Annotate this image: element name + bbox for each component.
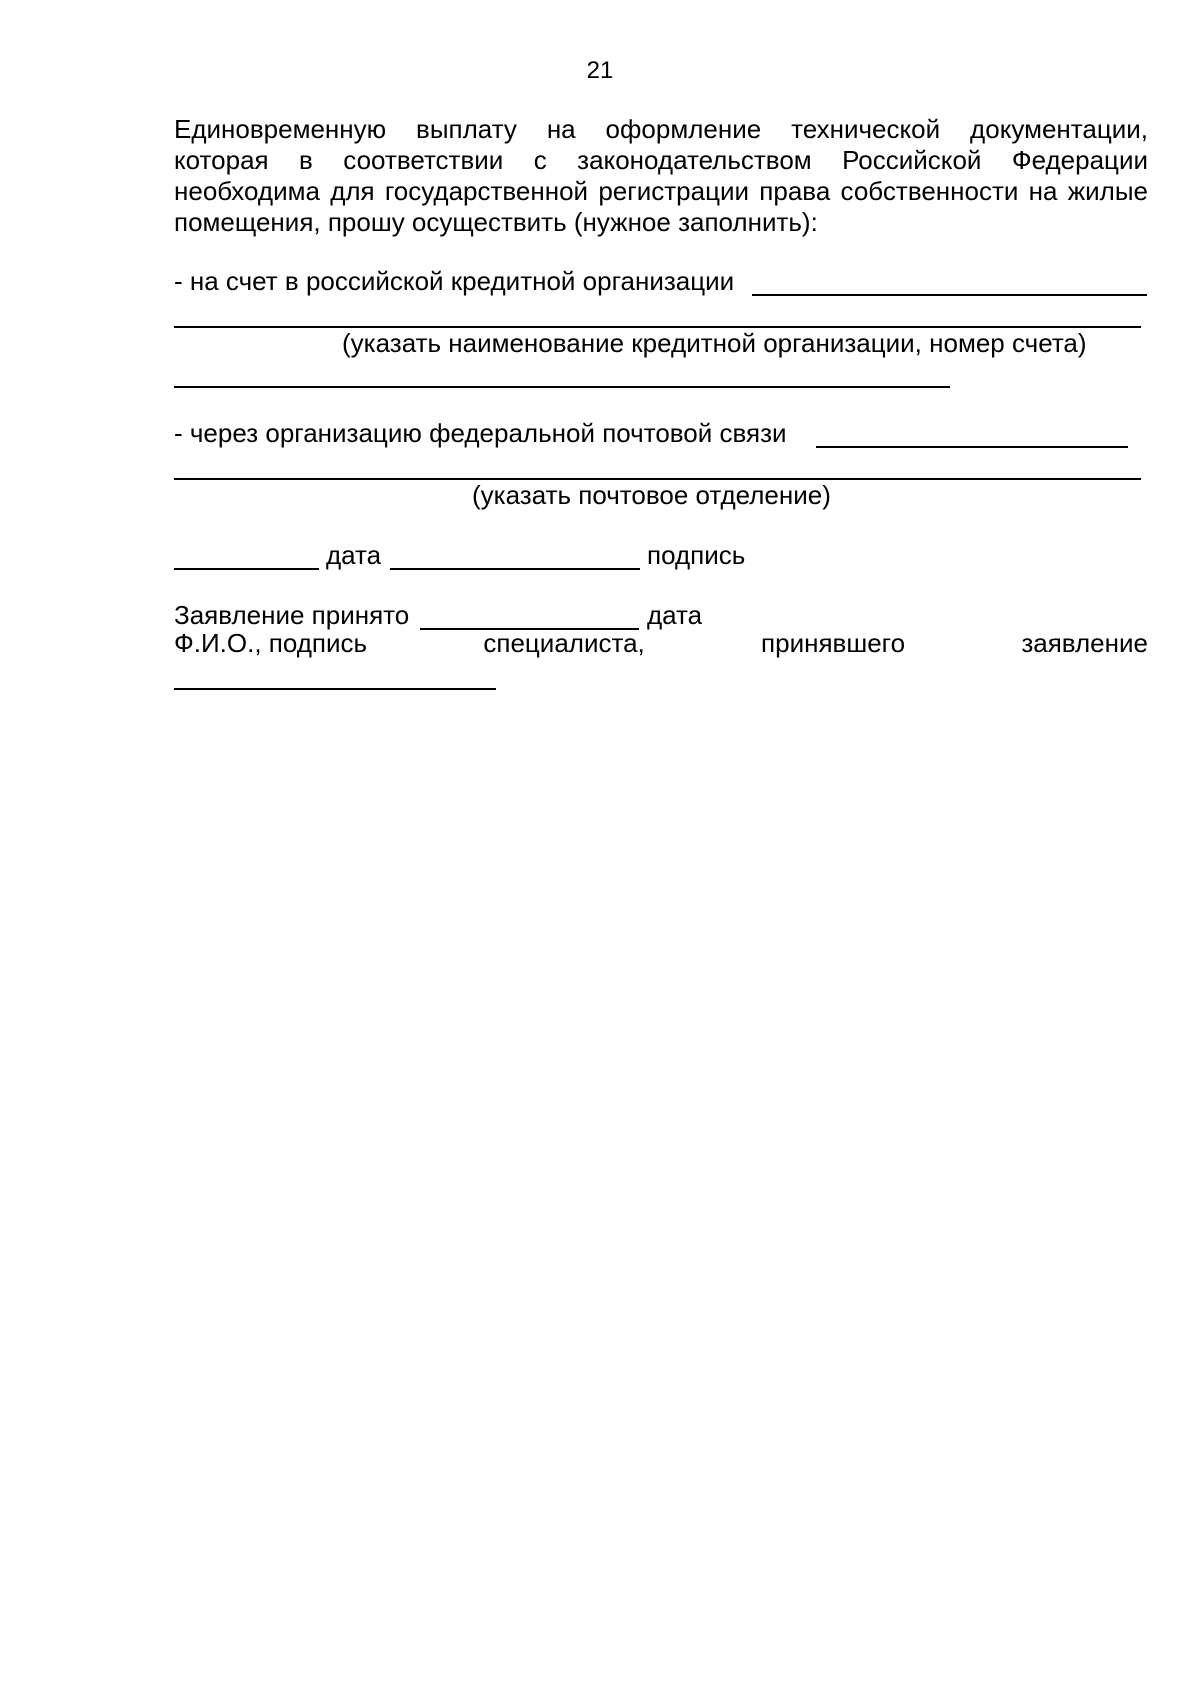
- fio-word-2: специалиста,: [483, 628, 645, 658]
- date-label: дата: [326, 540, 382, 570]
- intro-line-1: Единовременную выплату на оформление технической документации,: [174, 114, 1148, 144]
- post-option-note: (указать почтовое отделение): [472, 480, 831, 510]
- intro-line-2: которая в соответствии с законодательством Российской Федерации: [174, 145, 1148, 175]
- accepted-date-label: дата: [647, 600, 703, 630]
- fio-word-3: принявшего: [761, 628, 906, 658]
- date-field[interactable]: [174, 568, 319, 570]
- signature-field[interactable]: [390, 568, 640, 570]
- post-office-field[interactable]: [816, 446, 1128, 448]
- signature-label: подпись: [647, 540, 746, 570]
- accepted-label: Заявление принято: [174, 600, 410, 630]
- fio-word-1: Ф.И.О., подпись: [174, 628, 368, 658]
- specialist-signature-field[interactable]: [174, 688, 496, 690]
- bank-account-field[interactable]: [174, 386, 950, 388]
- intro-line-4: помещения, прошу осуществить (нужное заполнить):: [174, 207, 818, 237]
- bank-option-label: - на счет в российской кредитной организации: [174, 266, 735, 296]
- bank-option-note: (указать наименование кредитной организации, номер счета): [342, 328, 1087, 358]
- page-number: 21: [586, 57, 614, 84]
- bank-name-field[interactable]: [752, 294, 1147, 296]
- intro-line-3: необходима для государственной регистрации права собственности на жилые: [174, 176, 1148, 206]
- intro-paragraph: [174, 114, 1148, 238]
- specialist-fio-row: [174, 628, 1148, 659]
- fio-word-4: заявление: [1021, 628, 1148, 658]
- post-option-label: - через организацию федеральной почтовой связи: [174, 418, 787, 448]
